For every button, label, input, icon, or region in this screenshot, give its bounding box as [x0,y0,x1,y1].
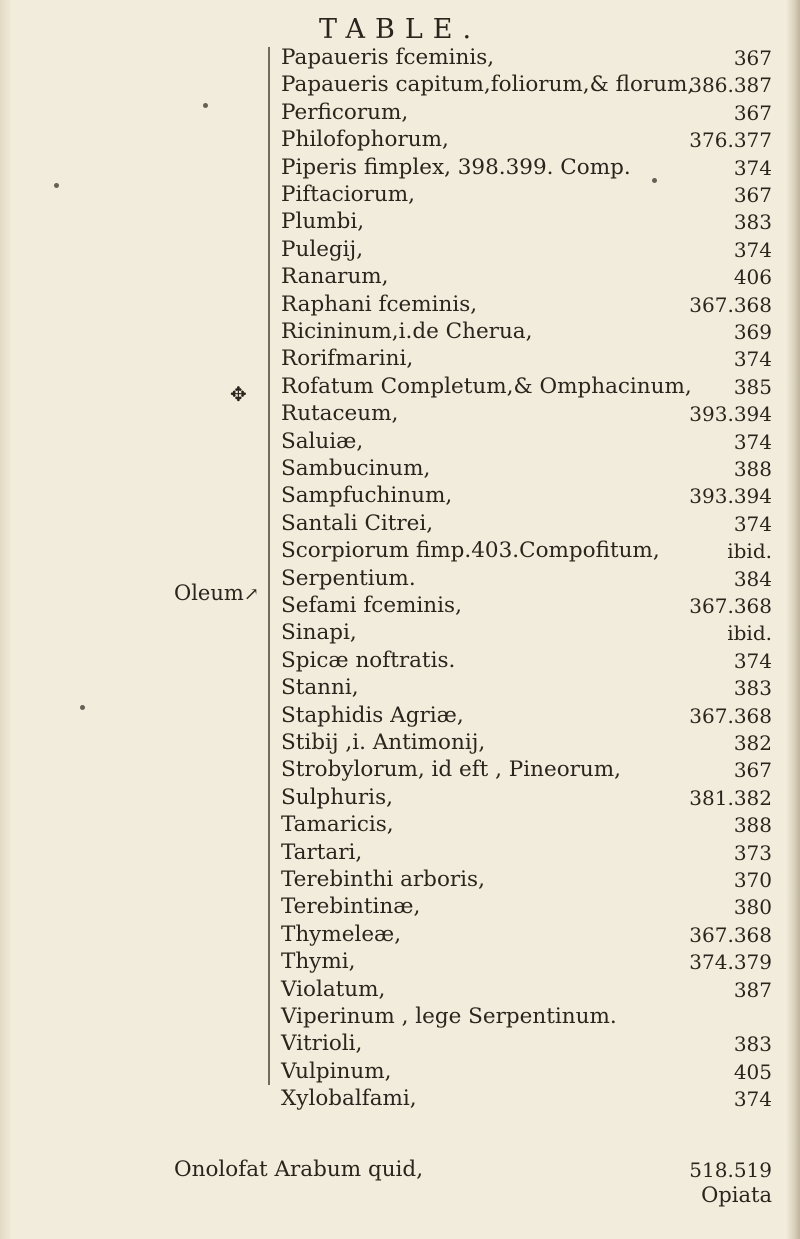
index-entry-row [0,976,800,1004]
entry-label: Staphidis Agriæ, [281,702,464,728]
index-entry-row [0,400,800,428]
entry-pages: 405 [733,1059,772,1084]
entry-label: Papaueris fceminis, [281,45,495,70]
entry-label: Sulphuris, [281,784,393,810]
entry-pages: 393.394 [689,402,772,427]
entry-label: Rorifmarini, [281,346,414,372]
entry-pages: 367 [733,46,772,70]
entry-label: Thymi, [281,949,356,975]
entry-pages: 384 [733,566,772,591]
index-entry-row [0,1003,800,1031]
ink-speck [652,178,657,183]
entry-pages: 393.394 [689,484,772,509]
index-entry-row [0,674,800,702]
entry-label: Spicæ noftratis. [281,647,456,673]
entry-pages: 376.377 [689,128,772,153]
entry-label: Piperis fimplex, 398.399. Comp. [281,154,631,180]
entry-pages: 383 [733,676,772,701]
entry-pages: 367 [733,183,772,207]
entry-label: Rutaceum, [281,401,399,427]
entry-pages: 383 [733,210,772,235]
index-entry-row [0,619,800,647]
bracket-mark-icon: ↗ [243,584,259,605]
entry-pages: 367 [733,100,772,125]
entry-label: Sampfuchinum, [281,483,453,509]
entry-label: Violatum, [281,976,386,1002]
entry-label: Tartari, [281,839,363,865]
entry-label: Serpentium. [281,565,416,591]
entry-pages: 406 [733,265,772,290]
entry-label: Vitrioli, [281,1031,363,1057]
index-entry-row [0,455,800,483]
entry-label: Xylobalfami, [281,1086,417,1112]
entry-pages: 374 [733,429,772,454]
entry-pages: 388 [733,457,772,481]
entry-label: Sinapi, [281,620,357,646]
index-entry-row [0,181,800,209]
entry-pages: 373 [733,840,772,865]
index-entry-row [0,154,800,182]
final-entry-row [0,1156,800,1184]
entry-label: Sambucinum, [281,456,431,481]
index-entry-row [0,565,800,593]
entry-label: Tamaricis, [281,812,394,838]
entry-label: Thymeleæ, [281,921,402,947]
entry-label: Perficorum, [281,99,409,125]
entry-pages: 374 [733,347,772,372]
entry-label: Strobylorum, id eft , Pineorum, [281,757,622,783]
ink-speck [203,103,208,108]
index-entry-row [0,893,800,921]
entry-pages: 382 [733,731,772,755]
index-entry-row [0,44,800,72]
index-entry-row [0,1058,800,1086]
entry-label: Stibij ,i. Antimonij, [281,730,486,755]
entry-label: Raphani fceminis, [281,291,478,317]
index-entry-row [0,99,800,127]
entry-pages: 387 [733,977,772,1002]
index-entry-row [0,784,800,812]
entry-label: Ranarum, [281,264,389,290]
entry-label: Vulpinum, [281,1058,392,1084]
index-entry-row [0,921,800,949]
entry-pages: 374 [733,237,772,262]
index-entry-row [0,1085,800,1113]
index-entry-row [0,647,800,675]
entry-label: Viperinum , lege Serpentinum. [281,1004,617,1029]
index-entry-row [0,318,800,346]
index-entry-row [0,428,800,456]
entry-pages: 374 [733,648,772,673]
index-entry-row [0,756,800,784]
ink-speck [54,183,59,188]
index-entry-row [0,592,800,620]
running-header: TABLE. [318,14,482,45]
hand-pointer-icon: ✥ [230,382,247,406]
final-entry-pages: 518.519 [689,1158,772,1182]
entry-pages: 374.379 [689,950,772,975]
entry-label: Pulegij, [281,236,364,262]
index-entry-row [0,482,800,510]
entry-label: Terebinthi arboris, [281,867,485,892]
entry-pages: 380 [733,895,772,920]
entry-pages: ibid. [727,621,772,646]
index-entry-row [0,373,800,401]
entry-pages: 385 [733,374,772,399]
entry-label: Piftaciorum, [281,182,415,207]
index-entry-row [0,208,800,236]
catchword: Opiata [701,1183,772,1207]
index-entry-row [0,263,800,291]
index-entry-row [0,236,800,264]
group-label-text: Oleum [174,581,244,605]
index-entry-row [0,71,800,99]
entry-label: Saluiæ, [281,428,364,454]
index-entry-row [0,291,800,319]
entry-pages: 388 [733,813,772,838]
entry-pages: ibid. [727,539,772,564]
index-entry-row [0,948,800,976]
entry-pages: 367 [733,758,772,783]
entry-label: Ricininum,i.de Cherua, [281,319,533,344]
entry-pages: 374 [733,155,772,180]
entry-label: Rofatum Completum,& Omphacinum, [281,373,692,399]
entry-pages: 374 [733,511,772,536]
index-entry-row [0,729,800,757]
entry-pages: 367.368 [689,703,772,728]
index-entry-row [0,345,800,373]
entry-pages: 369 [733,320,772,344]
index-entry-row [0,1030,800,1058]
entry-label: Stanni, [281,675,359,701]
entry-pages: 381.382 [689,785,772,810]
index-entry-row [0,702,800,730]
entry-label: Plumbi, [281,209,365,235]
entry-pages: 386.387 [689,73,772,98]
index-entry-row [0,839,800,867]
entry-pages: 374 [733,1087,772,1112]
index-entry-row [0,811,800,839]
entry-pages: 370 [733,868,772,892]
index-entry-row [0,537,800,565]
ink-speck [80,705,85,710]
entry-pages: 367.368 [689,594,772,618]
entry-pages: 367.368 [689,922,772,947]
entry-label: Sefami fceminis, [281,593,462,618]
entry-label: Santali Citrei, [281,510,434,536]
index-entry-row [0,510,800,538]
index-entry-row [0,126,800,154]
final-entry-label: Onolofat Arabum quid, [174,1157,424,1182]
entry-label: Terebintinæ, [281,894,421,920]
entry-pages: 383 [733,1032,772,1057]
index-entry-row [0,866,800,894]
entry-label: Philofophorum, [281,127,449,153]
entry-label: Papaueris capitum,foliorum,& florum, [281,72,695,98]
entry-pages: 367.368 [689,292,772,317]
entry-label: Scorpiorum fimp.403.Compofitum, [281,538,660,564]
